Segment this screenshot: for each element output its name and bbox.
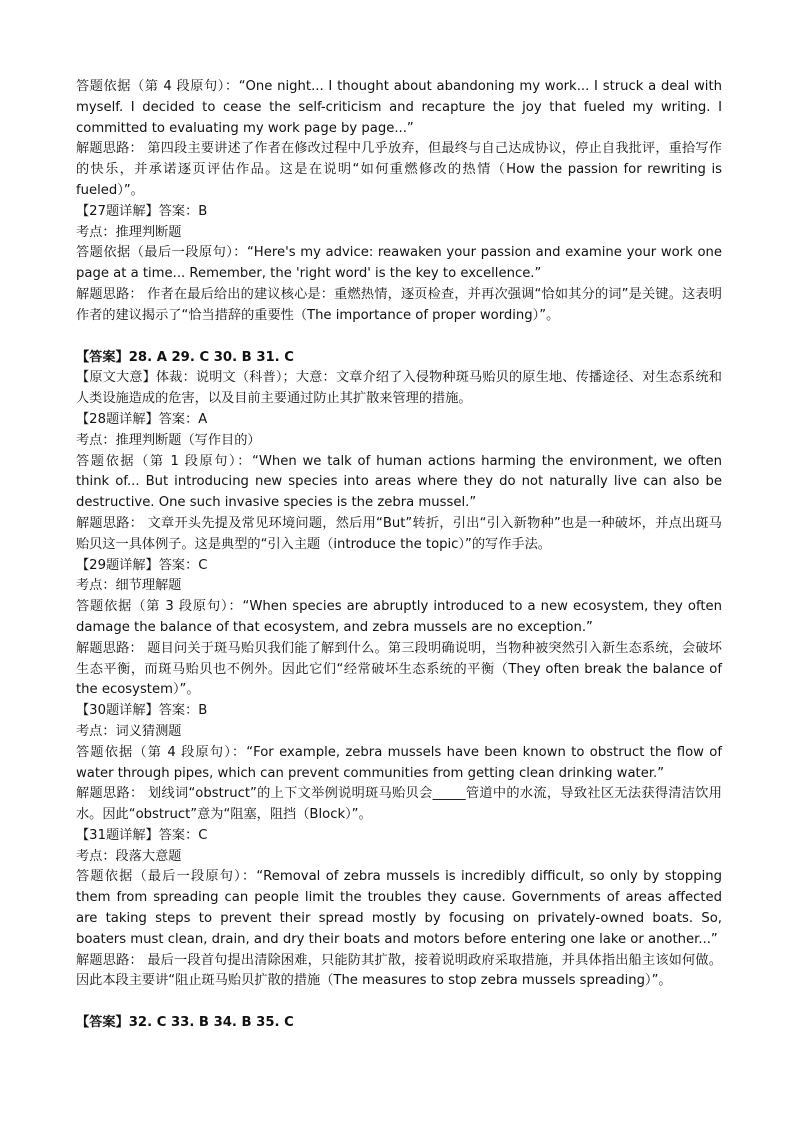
paragraph: 【27题详解】答案：B bbox=[76, 203, 208, 219]
paragraph: 解题思路： 文章开头先提及常见环境问题，然后用“But”转折，引出“引入新物种”也是一种破坏，并点出斑马贻贝这一具体例子。这是典型的“引入主题（introduce the topic）”的写作手法。 bbox=[76, 515, 722, 552]
paragraph: 【29题详解】答案：C bbox=[76, 557, 208, 573]
paragraph: 考点：词义猜测题 bbox=[76, 723, 182, 739]
paragraph: 【原文大意】体裁：说明文（科普）；大意：文章介绍了入侵物种斑马贻贝的原生地、传播途径、对生态系统和人类设施造成的危害，以及目前主要通过防止其扩散来管理的措施。 bbox=[76, 370, 722, 407]
section-gap bbox=[76, 327, 722, 348]
paragraph: 解题思路： 第四段主要讲述了作者在修改过程中几乎放弃，但最终与自己达成协议，停止自我批评，重拾写作的快乐，并承诺逐页评估作品。这是在说明“如何重燃修改的热情（How the passion for rewriting is fueled）”。 bbox=[76, 141, 722, 198]
paragraph: 解题思路： 作者在最后给出的建议核心是：重燃热情，逐页检查，并再次强调“恰如其分的词”是关键。这表明作者的建议揭示了“恰当措辞的重要性（The importance of proper wording）”。 bbox=[76, 286, 722, 323]
paragraph: 解题思路： 最后一段首句提出清除困难，只能防其扩散，接着说明政府采取措施，并具体指出船主该如何做。因此本段主要讲“阻止斑马贻贝扩散的措施（The measures to stop zebra mussels spreading）”。 bbox=[76, 952, 722, 989]
paragraph: 答题依据（最后一段原句）：“Removal of zebra mussels is incredibly difficult, so only by stopping them from spreading can people limit the troubles they cause. Governments of areas affected are taking steps to prevent their spread mostly by focusing on privately-owned boats. So, boaters must clean, drain, and dry their boats and motors before entering one lake or another...” bbox=[76, 869, 722, 947]
paragraph: 答题依据（最后一段原句）：“Here's my advice: reawaken your passion and examine your work one page at a time... Remember, the 'right word' is the key to excellence.” bbox=[76, 245, 722, 282]
document-page bbox=[76, 77, 722, 1034]
paragraph: 【30题详解】答案：B bbox=[76, 703, 208, 719]
paragraph: 考点：段落大意题 bbox=[76, 848, 182, 864]
paragraph: 考点：细节理解题 bbox=[76, 578, 182, 594]
paragraph: 答题依据（第 3 段原句）：“When species are abruptly introduced to a new ecosystem, they often damage the balance of that ecosystem, and zebra mussels are no exception.” bbox=[76, 599, 722, 635]
paragraph: 考点：推理判断题（写作目的） bbox=[76, 432, 261, 448]
paragraph: 【答案】28. A 29. C 30. B 31. C bbox=[76, 349, 294, 365]
paragraph: 考点：推理判断题 bbox=[76, 224, 182, 240]
paragraph: 答题依据（第 1 段原句）：“When we talk of human actions harming the environment, we often think of... But introducing new species into areas where they do not naturally live can also be destructive. One such invasive species is the zebra mussel.” bbox=[76, 453, 722, 511]
paragraph: 解题思路： 划线词“obstruct”的上下文举例说明斑马贻贝会_____管道中的水流，导致社区无法获得清洁饮用水。因此“obstruct”意为“阻塞，阻挡（Block）”。 bbox=[76, 786, 722, 823]
paragraph: 【答案】32. C 33. B 34. B 35. C bbox=[76, 1015, 294, 1031]
paragraph: 解题思路： 题目问关于斑马贻贝我们能了解到什么。第三段明确说明，当物种被突然引入新生态系统，会破坏生态平衡，而斑马贻贝也不例外。因此它们“经常破坏生态系统的平衡（They often break the balance of the ecosystem）”。 bbox=[76, 640, 722, 698]
paragraph: 【28题详解】答案：A bbox=[76, 411, 208, 427]
paragraph: 【31题详解】答案：C bbox=[76, 827, 208, 843]
paragraph: 答题依据（第 4 段原句）：“One night... I thought about abandoning my work... I struck a deal with myself. I decided to cease the self-criticism and recapture the joy that fueled my writing. I committed to evaluating my work page by page...” bbox=[76, 79, 722, 136]
paragraph: 答题依据（第 4 段原句）：“For example, zebra mussels have been known to obstruct the flow of water through pipes, which can prevent communities from getting clean drinking water.” bbox=[76, 744, 722, 781]
section-gap bbox=[76, 992, 722, 1013]
